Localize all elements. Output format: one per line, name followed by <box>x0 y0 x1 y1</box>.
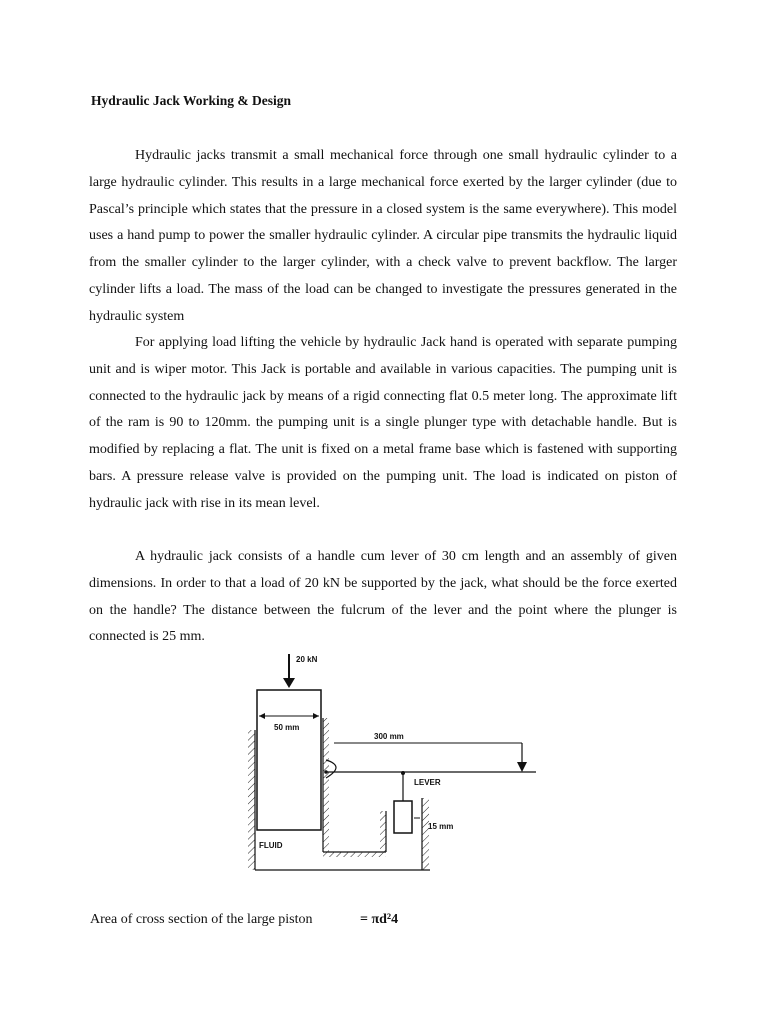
large-diameter-label: 50 mm <box>274 723 300 732</box>
lever-length-label: 300 mm <box>374 732 404 741</box>
small-diameter-label: 15 mm <box>428 822 454 831</box>
load-arrow <box>283 654 295 688</box>
hydraulic-jack-diagram <box>234 648 544 874</box>
small-plunger <box>394 801 412 833</box>
formula-line <box>90 912 398 928</box>
left-wall-hatching <box>248 730 255 870</box>
load-label: 20 kN <box>296 655 318 664</box>
cylinder-wall-hatching <box>323 718 329 852</box>
fluid-label: FLUID <box>259 841 283 850</box>
formula-rhs: = πd²4 <box>360 912 399 927</box>
paragraph-operation: For applying load lifting the vehicle by hydraulic Jack hand is operated with separate pumping unit and is wiper motor. This Jack is portable and available in various capacities. The pumping unit is connected to the hydraulic jack by means of a rigid connecting flat 0.5 meter long. The approximate lift of the ram is 90 to 120mm. the pumping unit is a single plunger type with detachable handle. But is modified by replacing a flat. The unit is fixed on a metal frame base which is fastened with supporting bars. A pressure release valve is provided on the pumping unit. The load is indicated on piston of hydraulic jack with rise in its mean level. <box>89 335 677 511</box>
formula-lhs: Area of cross section of the large piston <box>90 912 313 927</box>
paragraph-problem: A hydraulic jack consists of a handle cum lever of 30 cm length and an assembly of given dimensions. In order to that a load of 20 kN be supported by the jack, what should be the force exerted on the handle? The distance between the fulcrum of the lever and the point where the plunger is connected is 25 mm. <box>89 549 677 645</box>
paragraph-intro: Hydraulic jacks transmit a small mechanical force through one small hydraulic cylinder to a large hydraulic cylinder. This results in a large mechanical force exerted by the larger cylinder (due to Pascal’s principle which states that the pressure in a closed system is the same everywhere). This model uses a hand pump to power the smaller hydraulic cylinder. A circular pipe transmits the hydraulic liquid from the smaller cylinder to the larger cylinder, with a check valve to prevent backflow. The larger cylinder lifts a load. The mass of the load can be changed to investigate the pressures generated in the hydraulic system <box>89 148 677 324</box>
effort-arrow <box>517 743 527 772</box>
document-title: Hydraulic Jack Working & Design <box>91 93 292 108</box>
large-piston <box>257 690 321 830</box>
lever-label: LEVER <box>414 778 441 787</box>
